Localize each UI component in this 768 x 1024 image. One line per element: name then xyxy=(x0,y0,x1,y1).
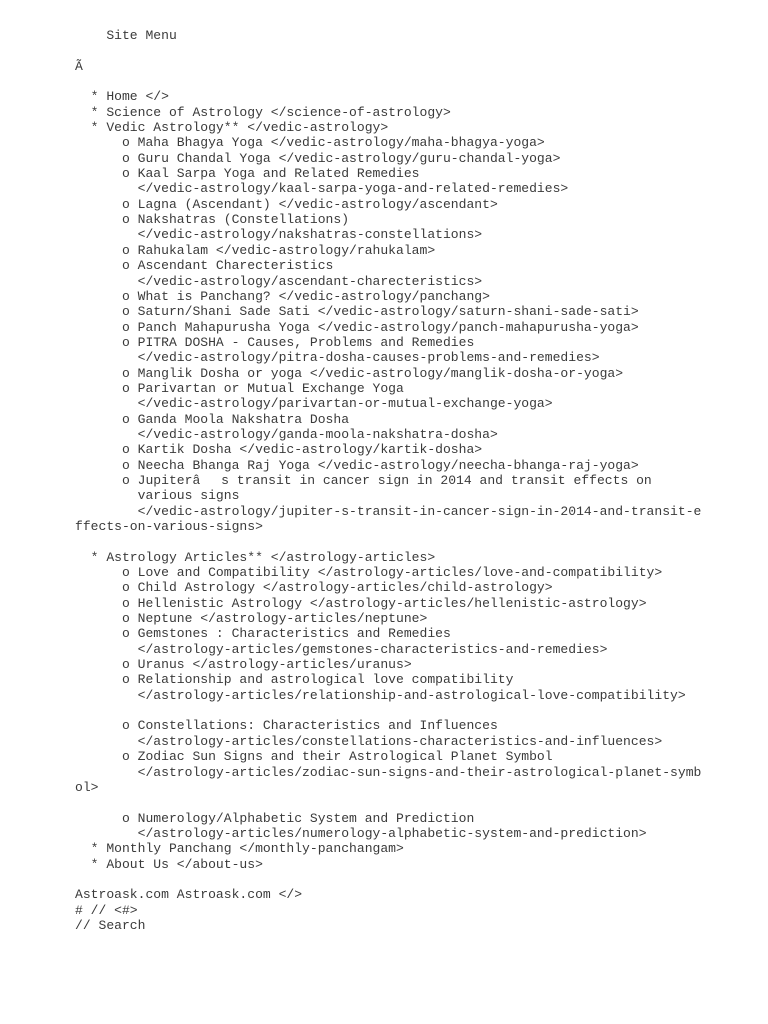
menu-link-line[interactable]: * Science of Astrology </science-of-astrology> xyxy=(75,104,451,120)
menu-link-line[interactable]: o Constellations: Characteristics and Influences xyxy=(75,718,498,734)
menu-link-line[interactable]: * Vedic Astrology** </vedic-astrology> xyxy=(75,120,389,136)
menu-link-line[interactable]: </astrology-articles/constellations-characteristics-and-influences> xyxy=(75,733,663,749)
menu-link-line[interactable]: o Ganda Moola Nakshatra Dosha xyxy=(75,411,350,427)
menu-link-line[interactable]: // Search xyxy=(75,917,146,933)
blank-line xyxy=(75,534,701,549)
menu-link-line[interactable]: </vedic-astrology/pitra-dosha-causes-problems-and-remedies> xyxy=(75,350,600,366)
menu-link-line[interactable]: o Saturn/Shani Sade Sati </vedic-astrology/saturn-shani-sade-sati> xyxy=(75,304,639,320)
menu-link-line[interactable]: </vedic-astrology/ascendant-charecteristics> xyxy=(75,273,483,289)
menu-link-line[interactable]: </astrology-articles/zodiac-sun-signs-and-their-astrological-planet-symb xyxy=(75,764,702,780)
menu-link-line[interactable]: * Astrology Articles** </astrology-articles> xyxy=(75,549,436,565)
menu-link-line[interactable]: various signs xyxy=(75,488,240,504)
menu-link-line[interactable]: o Ascendant Charecteristics xyxy=(75,258,334,274)
menu-link-line[interactable]: o Child Astrology </astrology-articles/child-astrology> xyxy=(75,580,553,596)
menu-link-line[interactable]: * Monthly Panchang </monthly-panchangam> xyxy=(75,841,404,857)
menu-link-line[interactable]: o What is Panchang? </vedic-astrology/panchang> xyxy=(75,288,490,304)
menu-link-line[interactable]: o Lagna (Ascendant) </vedic-astrology/ascendant> xyxy=(75,196,498,212)
menu-link-line[interactable]: </vedic-astrology/kaal-sarpa-yoga-and-related-remedies> xyxy=(75,181,569,197)
menu-link-line[interactable]: o Rahukalam </vedic-astrology/rahukalam> xyxy=(75,242,436,258)
menu-link-line[interactable]: Astroask.com Astroask.com </> xyxy=(75,887,303,903)
blank-line xyxy=(75,74,701,89)
text-document xyxy=(75,28,701,933)
menu-link-line[interactable]: o Panch Mahapurusha Yoga </vedic-astrology/panch-mahapurusha-yoga> xyxy=(75,319,639,335)
menu-link-line[interactable]: ol> xyxy=(75,779,99,795)
menu-link-line[interactable]: o Love and Compatibility </astrology-articles/love-and-compatibility> xyxy=(75,565,663,581)
menu-link-line[interactable]: </vedic-astrology/parivartan-or-mutual-exchange-yoga> xyxy=(75,396,553,412)
menu-link-line[interactable]: o Nakshatras (Constellations) xyxy=(75,212,350,228)
blank-line xyxy=(75,43,701,58)
menu-link-line[interactable]: o Neptune </astrology-articles/neptune> xyxy=(75,611,428,627)
menu-link-line[interactable]: o Relationship and astrological love compatibility xyxy=(75,672,514,688)
menu-link-line[interactable]: o Manglik Dosha or yoga </vedic-astrology/manglik-dosha-or-yoga> xyxy=(75,365,624,381)
menu-link-line[interactable]: o Uranus </astrology-articles/uranus> xyxy=(75,657,412,673)
menu-link-line[interactable]: </astrology-articles/numerology-alphabetic-system-and-prediction> xyxy=(75,825,647,841)
menu-link-line[interactable]: o Jupiterâs transit in cancer sign in 2014 and transit effects on xyxy=(75,472,652,488)
menu-link-line[interactable]: o Gemstones : Characteristics and Remedies xyxy=(75,626,451,642)
menu-link-line[interactable]: o Zodiac Sun Signs and their Astrological Planet Symbol xyxy=(75,749,553,765)
menu-link-line[interactable]: o Kartik Dosha </vedic-astrology/kartik-dosha> xyxy=(75,442,483,458)
menu-link-line[interactable]: * About Us </about-us> xyxy=(75,856,263,872)
menu-link-line[interactable]: </vedic-astrology/ganda-moola-nakshatra-dosha> xyxy=(75,426,498,442)
menu-link-line[interactable]: </astrology-articles/gemstones-characteristics-and-remedies> xyxy=(75,641,608,657)
menu-link-line[interactable]: ffects-on-various-signs> xyxy=(75,519,263,534)
site-menu-heading: Site Menu xyxy=(75,28,177,43)
menu-link-line[interactable]: o Kaal Sarpa Yoga and Related Remedies xyxy=(75,166,420,182)
menu-link-line[interactable]: o Numerology/Alphabetic System and Prediction xyxy=(75,810,475,826)
menu-link-line[interactable]: o Maha Bhagya Yoga </vedic-astrology/maha-bhagya-yoga> xyxy=(75,135,545,151)
blank-line xyxy=(75,703,701,718)
menu-link-line[interactable]: # // <#> xyxy=(75,902,138,918)
blank-line xyxy=(75,872,701,887)
menu-link-line[interactable]: o Guru Chandal Yoga </vedic-astrology/guru-chandal-yoga> xyxy=(75,150,561,166)
blank-line xyxy=(75,795,701,810)
menu-link-line[interactable]: o Neecha Bhanga Raj Yoga </vedic-astrology/neecha-bhanga-raj-yoga> xyxy=(75,457,639,473)
menu-link-line[interactable]: * Home </> xyxy=(75,89,169,105)
menu-link-line[interactable]: </astrology-articles/relationship-and-astrological-love-compatibility> xyxy=(75,687,686,703)
menu-link-line[interactable]: </vedic-astrology/jupiter-s-transit-in-cancer-sign-in-2014-and-transit-e xyxy=(75,503,702,519)
menu-link-line[interactable]: </vedic-astrology/nakshatras-constellations> xyxy=(75,227,483,243)
menu-link-line[interactable]: o PITRA DOSHA - Causes, Problems and Remedies xyxy=(75,334,475,350)
menu-link-line[interactable]: o Parivartan or Mutual Exchange Yoga xyxy=(75,380,404,396)
garbled-character: Ã xyxy=(75,58,94,74)
menu-link-line[interactable]: o Hellenistic Astrology </astrology-articles/hellenistic-astrology> xyxy=(75,595,647,611)
